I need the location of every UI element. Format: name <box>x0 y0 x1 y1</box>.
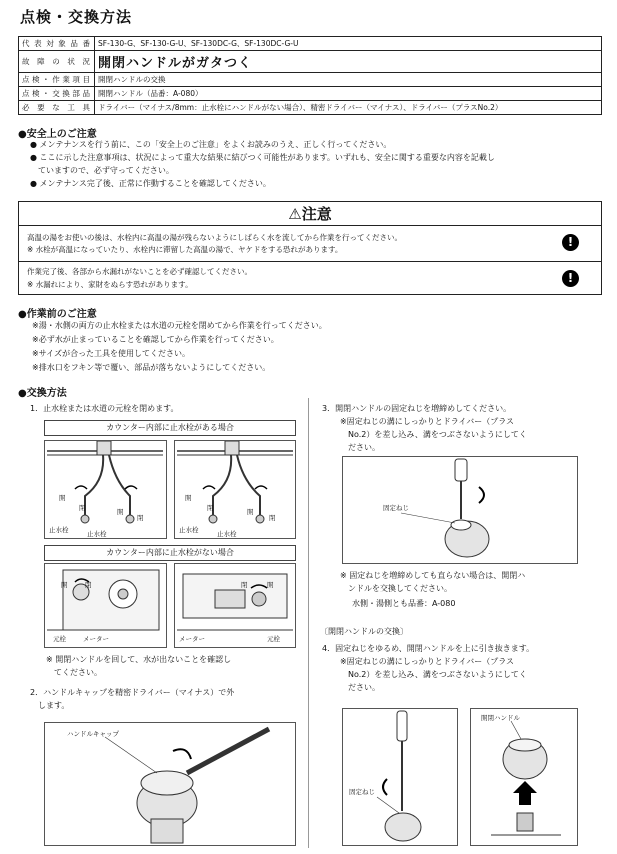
pre-item: ※サイズが合った工具を使用してください。 <box>32 349 191 358</box>
label-stopcock: 止水栓 <box>217 530 237 538</box>
caution-head: ⚠注意 <box>19 202 601 226</box>
note-3: ※ 固定ねじを増締めしても直らない場合は、開閉ハ <box>340 571 526 580</box>
label-meter: メーター <box>83 635 109 643</box>
faucet-figure <box>174 440 296 539</box>
pre-item: ※排水口をフキン等で覆い、部品が落ちないようにしてください。 <box>32 363 271 372</box>
safety-heading: ●安全上のご注意 <box>18 129 97 140</box>
label-stopcock: 止水栓 <box>87 530 107 538</box>
info-value: ドライバー（マイナス/8mm：止水栓にハンドルがない場合）、精密ドライバー（マイナス）、ドライバー（プラスNo.2） <box>95 101 602 115</box>
step-3-note: ださい。 <box>340 443 380 452</box>
page-title: 点検・交換方法 <box>20 8 133 26</box>
label-handle: 開閉ハンドル <box>481 714 520 722</box>
faucet-illustration <box>175 441 295 538</box>
handle-cap-figure <box>44 722 296 846</box>
label-open: 開 <box>117 508 124 516</box>
step-2-cont: します。 <box>30 701 70 710</box>
table-row <box>19 87 602 101</box>
info-key: 必要な工具 <box>19 101 95 115</box>
info-key: 代表対象品番 <box>19 37 95 51</box>
faucet-figure <box>44 440 167 539</box>
pull-out-illustration <box>471 709 577 845</box>
note-1-cont: てください。 <box>46 668 102 677</box>
step-4-note: No.2）を差し込み、溝をつぶさないようにしてく <box>340 670 527 679</box>
label-stopcock: 止水栓 <box>179 526 199 534</box>
info-value: 開閉ハンドルの交換 <box>95 73 602 87</box>
label-close: 閉 <box>207 504 214 512</box>
label-stopcock: 止水栓 <box>49 526 69 534</box>
step-3: 3．開閉ハンドルの固定ねじを増締めしてください。 <box>322 404 512 413</box>
meter-figure <box>44 563 167 648</box>
step-4-note: ださい。 <box>340 683 380 692</box>
label-main-valve: 元栓 <box>53 635 66 643</box>
warning-icon: ! <box>562 234 579 251</box>
meter-figure <box>174 563 296 648</box>
table-row <box>19 73 602 87</box>
label-meter: メーター <box>179 635 205 643</box>
step-4: 4．固定ねじをゆるめ、開閉ハンドルを上に引き抜きます。 <box>322 644 535 653</box>
label-open: 開 <box>267 581 274 589</box>
label-open: 開 <box>61 581 68 589</box>
label-close: 閉 <box>79 504 86 512</box>
info-key: 点検・交換部品 <box>19 87 95 101</box>
caution-text: 高温の湯をお使いの後は、水栓内に高温の湯が残らないようにしばらく水を流してから作業を行ってください。 <box>27 233 402 242</box>
label-close: 閉 <box>137 514 144 522</box>
label-close: 閉 <box>269 514 276 522</box>
safety-item: ● ここに示した注意事項は、状況によって重大な結果に結びつく可能性があります。いずれも、安全に関する重要な内容を記載し <box>30 153 495 162</box>
table-row <box>19 51 602 73</box>
safety-item: ● メンテナンス完了後、正常に作動することを確認してください。 <box>30 179 271 188</box>
safety-item: ● メンテナンスを行う前に、この「安全上のご注意」をよくお読みのうえ、正しく行ってください。 <box>30 140 392 149</box>
label-screw: 固定ねじ <box>349 788 375 796</box>
subheading: 〔開閉ハンドルの交換〕 <box>320 627 408 636</box>
label-close: 閉 <box>241 581 248 589</box>
label-open: 開 <box>247 508 254 516</box>
loosen-illustration <box>343 709 457 845</box>
info-key: 故障の状況 <box>19 51 95 73</box>
pre-heading: ●作業前のご注意 <box>18 309 97 320</box>
safety-item: ていますので、必ず守ってください。 <box>30 166 174 175</box>
part-number: 水側・湯側とも品番：A-080 <box>352 599 456 608</box>
caution-text: ※ 水栓が高温になっていたり、水栓内に滞留した高温の湯で、ヤケドをする恐れがあります。 <box>27 245 343 254</box>
step-1: 1．止水栓または水道の元栓を閉めます。 <box>30 404 179 413</box>
divider <box>19 261 601 262</box>
info-value: 開閉ハンドルがガタつく <box>95 51 602 73</box>
method-heading: ●交換方法 <box>18 388 67 399</box>
caution-text: 作業完了後、各部から水漏れがないことを必ず確認してください。 <box>27 267 252 276</box>
step-3-note: No.2）を差し込み、溝をつぶさないようにしてく <box>340 430 527 439</box>
loosen-figure <box>342 708 458 846</box>
column-divider <box>308 398 309 848</box>
screw-figure <box>342 456 578 564</box>
caution-box <box>18 201 602 295</box>
handle-cap-illustration <box>45 723 295 845</box>
figure-caption: カウンター内部に止水栓がある場合 <box>44 420 296 436</box>
pre-item: ※必ず水が止まっていることを確認してから作業を行ってください。 <box>32 335 279 344</box>
warning-icon: ! <box>562 270 579 287</box>
step-4-note: ※固定ねじの溝にしっかりとドライバー（プラス <box>340 657 515 666</box>
table-row <box>19 101 602 115</box>
note-1: ※ 開閉ハンドルを回して、水が出ないことを確認し <box>46 655 232 664</box>
info-value: SF-130-G、SF-130-G-U、SF-130DC-G、SF-130DC-G-U <box>95 37 602 51</box>
info-table <box>18 36 602 115</box>
faucet-illustration <box>45 441 166 538</box>
step-2: 2．ハンドルキャップを精密ドライバー（マイナス）で外 <box>30 688 235 697</box>
label-open: 開 <box>59 494 66 502</box>
step-3-note: ※固定ねじの溝にしっかりとドライバー（プラス <box>340 417 515 426</box>
info-value: 開閉ハンドル（品番：A-080） <box>95 87 602 101</box>
label-main-valve: 元栓 <box>267 635 280 643</box>
note-3-cont: ンドルを交換してください。 <box>340 584 452 593</box>
label-handle-cap: ハンドルキャップ <box>67 730 119 738</box>
label-open: 開 <box>185 494 192 502</box>
info-key: 点検・作業項目 <box>19 73 95 87</box>
label-close: 閉 <box>85 581 92 589</box>
pull-out-figure <box>470 708 578 846</box>
screw-illustration <box>343 457 577 563</box>
pre-item: ※湯・水側の両方の止水栓または水道の元栓を閉めてから作業を行ってください。 <box>32 321 327 330</box>
label-screw: 固定ねじ <box>383 504 409 512</box>
caution-text: ※ 水漏れにより、家財をぬらす恐れがあります。 <box>27 280 193 289</box>
figure-caption: カウンター内部に止水栓がない場合 <box>44 545 296 561</box>
table-row <box>19 37 602 51</box>
